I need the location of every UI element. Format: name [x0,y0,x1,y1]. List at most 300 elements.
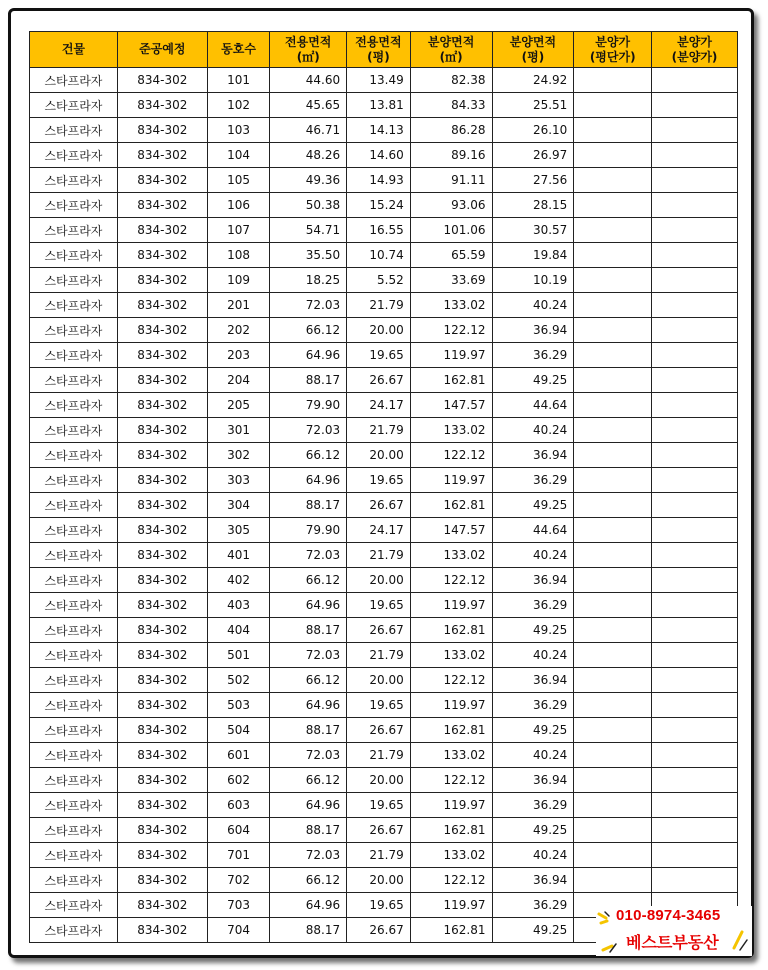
table-row [30,393,738,418]
table-cell [574,368,652,393]
table-cell [574,693,652,718]
sparkle-right-icon [730,928,750,952]
table-cell: 88.17 [270,618,347,643]
table-cell: 스타프라자 [30,568,118,593]
table-row [30,843,738,868]
table-cell: 24.17 [347,393,411,418]
table-cell: 66.12 [270,568,347,593]
table-cell: 36.29 [492,343,574,368]
column-header-text: (평단가) [589,49,636,64]
table-cell: 93.06 [410,193,492,218]
table-cell: 504 [207,718,270,743]
table-cell: 40.24 [492,418,574,443]
table-cell: 834-302 [117,743,207,768]
table-cell: 122.12 [410,443,492,468]
table-cell: 27.56 [492,168,574,193]
table-cell: 26.67 [347,818,411,843]
table-cell: 스타프라자 [30,543,118,568]
table-cell [574,718,652,743]
table-cell: 36.29 [492,593,574,618]
table-cell: 72.03 [270,643,347,668]
table-cell: 834-302 [117,393,207,418]
table-cell: 502 [207,668,270,693]
table-cell [652,93,738,118]
table-cell: 88.17 [270,818,347,843]
table-row [30,368,738,393]
column-header [492,32,574,68]
table-cell [574,293,652,318]
table-cell: 스타프라자 [30,743,118,768]
table-cell: 834-302 [117,243,207,268]
table-cell: 26.67 [347,618,411,643]
table-cell: 834-302 [117,318,207,343]
table-cell [652,468,738,493]
table-cell: 66.12 [270,443,347,468]
table-cell: 스타프라자 [30,243,118,268]
table-cell: 66.12 [270,318,347,343]
table-cell: 834-302 [117,518,207,543]
table-row [30,868,738,893]
table-cell: 26.67 [347,368,411,393]
table-cell: 119.97 [410,793,492,818]
table-cell: 834-302 [117,893,207,918]
table-cell: 834-302 [117,668,207,693]
table-cell: 601 [207,743,270,768]
table-cell: 108 [207,243,270,268]
contact-phone: 010-8974-3465 [616,907,721,924]
table-cell [652,768,738,793]
table-cell: 10.19 [492,268,574,293]
table-cell [652,868,738,893]
table-cell [574,768,652,793]
table-cell: 72.03 [270,843,347,868]
table-cell [652,843,738,868]
table-row [30,443,738,468]
table-cell: 20.00 [347,318,411,343]
table-cell: 162.81 [410,818,492,843]
table-cell: 36.29 [492,793,574,818]
table-cell: 79.90 [270,518,347,543]
table-cell: 40.24 [492,543,574,568]
table-row [30,318,738,343]
table-cell: 834-302 [117,843,207,868]
table-cell: 19.65 [347,893,411,918]
table-cell: 14.13 [347,118,411,143]
table-row [30,343,738,368]
column-header-text: 전용면적 [285,34,332,49]
table-cell: 스타프라자 [30,593,118,618]
table-cell [574,818,652,843]
table-cell: 72.03 [270,743,347,768]
table-row [30,93,738,118]
table-cell: 834-302 [117,268,207,293]
table-cell [652,418,738,443]
table-cell: 20.00 [347,443,411,468]
table-cell: 스타프라자 [30,93,118,118]
table-cell [652,168,738,193]
table-cell [574,868,652,893]
table-cell: 26.97 [492,143,574,168]
contact-badge [596,906,752,956]
table-cell: 49.25 [492,368,574,393]
table-header-row [30,32,738,68]
table-cell [652,118,738,143]
table-cell: 스타프라자 [30,818,118,843]
table-cell: 88.17 [270,368,347,393]
table-cell: 834-302 [117,468,207,493]
table-row [30,818,738,843]
table-cell: 88.17 [270,718,347,743]
table-cell: 19.84 [492,243,574,268]
table-cell: 28.15 [492,193,574,218]
table-cell: 스타프라자 [30,618,118,643]
table-cell: 스타프라자 [30,293,118,318]
table-cell: 스타프라자 [30,443,118,468]
table-cell [574,243,652,268]
table-cell [574,743,652,768]
table-cell: 18.25 [270,268,347,293]
table-cell: 305 [207,518,270,543]
table-row [30,668,738,693]
table-cell: 스타프라자 [30,493,118,518]
table-cell: 503 [207,693,270,718]
column-header-text: (평) [367,49,390,64]
table-cell: 834-302 [117,618,207,643]
table-cell: 105 [207,168,270,193]
table-cell: 834-302 [117,93,207,118]
table-cell: 19.65 [347,793,411,818]
table-cell: 10.74 [347,243,411,268]
table-row [30,468,738,493]
table-cell: 스타프라자 [30,143,118,168]
table-cell: 스타프라자 [30,343,118,368]
table-cell [652,368,738,393]
table-cell: 202 [207,318,270,343]
table-cell [652,268,738,293]
table-row [30,118,738,143]
table-cell: 122.12 [410,768,492,793]
column-header-text: 분양가 [595,34,631,49]
table-cell: 86.28 [410,118,492,143]
table-cell: 64.96 [270,693,347,718]
table-cell [574,593,652,618]
table-cell: 49.25 [492,618,574,643]
table-cell: 834-302 [117,568,207,593]
table-cell: 64.96 [270,343,347,368]
column-header-text: 건물 [61,42,86,56]
table-row [30,268,738,293]
table-cell: 133.02 [410,543,492,568]
table-cell [652,743,738,768]
table-cell: 119.97 [410,693,492,718]
table-row [30,68,738,93]
table-cell [652,668,738,693]
table-cell: 21.79 [347,643,411,668]
column-header [117,32,207,68]
table-cell: 79.90 [270,393,347,418]
table-cell: 36.94 [492,318,574,343]
table-cell: 21.79 [347,418,411,443]
table-cell: 스타프라자 [30,218,118,243]
table-row [30,643,738,668]
table-cell [574,668,652,693]
table-cell: 834-302 [117,168,207,193]
table-cell: 26.10 [492,118,574,143]
table-row [30,743,738,768]
table-cell [574,543,652,568]
table-cell: 133.02 [410,843,492,868]
table-cell [574,68,652,93]
table-cell: 스타프라자 [30,368,118,393]
table-cell: 19.65 [347,693,411,718]
listing-table [29,31,738,943]
table-cell [574,318,652,343]
table-cell: 834-302 [117,643,207,668]
table-cell: 44.64 [492,518,574,543]
table-cell: 834-302 [117,68,207,93]
table-cell [652,293,738,318]
table-cell [652,393,738,418]
table-cell: 301 [207,418,270,443]
table-cell: 36.94 [492,443,574,468]
table-cell [574,468,652,493]
table-cell [652,68,738,93]
table-cell: 834-302 [117,118,207,143]
table-cell: 834-302 [117,193,207,218]
table-cell: 48.26 [270,143,347,168]
column-header [652,32,738,68]
table-cell: 13.49 [347,68,411,93]
table-cell [574,618,652,643]
table-cell [652,318,738,343]
table-cell: 133.02 [410,293,492,318]
table-cell: 162.81 [410,493,492,518]
table-cell [574,568,652,593]
table-row [30,218,738,243]
table-cell: 834-302 [117,918,207,943]
table-cell: 65.59 [410,243,492,268]
table-cell: 46.71 [270,118,347,143]
table-cell: 402 [207,568,270,593]
table-cell: 40.24 [492,643,574,668]
table-cell: 19.65 [347,468,411,493]
table-cell: 304 [207,493,270,518]
table-cell [574,193,652,218]
table-cell [652,193,738,218]
table-cell: 603 [207,793,270,818]
table-cell: 834-302 [117,218,207,243]
table-row [30,418,738,443]
table-cell: 403 [207,593,270,618]
table-cell: 스타프라자 [30,268,118,293]
table-cell [574,268,652,293]
table-cell: 102 [207,93,270,118]
table-cell: 204 [207,368,270,393]
table-cell: 91.11 [410,168,492,193]
table-cell: 스타프라자 [30,68,118,93]
table-row [30,143,738,168]
table-cell: 162.81 [410,718,492,743]
table-cell: 501 [207,643,270,668]
table-row [30,518,738,543]
table-cell [574,793,652,818]
table-cell [652,818,738,843]
table-cell [652,143,738,168]
table-cell: 702 [207,868,270,893]
table-cell: 20.00 [347,868,411,893]
table-cell: 701 [207,843,270,868]
table-cell: 스타프라자 [30,843,118,868]
table-cell [652,643,738,668]
table-cell: 40.24 [492,293,574,318]
table-cell: 162.81 [410,618,492,643]
table-cell: 704 [207,918,270,943]
table-cell: 15.24 [347,193,411,218]
table-cell [652,693,738,718]
table-cell: 834-302 [117,343,207,368]
table-cell: 834-302 [117,143,207,168]
table-cell: 162.81 [410,918,492,943]
table-cell: 14.60 [347,143,411,168]
table-cell [574,143,652,168]
table-cell [652,568,738,593]
table-cell: 26.67 [347,493,411,518]
table-cell [652,593,738,618]
table-cell: 201 [207,293,270,318]
table-cell: 스타프라자 [30,918,118,943]
table-cell: 스타프라자 [30,418,118,443]
table-cell: 36.29 [492,693,574,718]
table-cell: 834-302 [117,793,207,818]
table-cell: 122.12 [410,568,492,593]
column-header [410,32,492,68]
table-cell: 16.55 [347,218,411,243]
table-cell: 89.16 [410,143,492,168]
table-cell: 834-302 [117,293,207,318]
table-cell: 스타프라자 [30,868,118,893]
table-cell: 64.96 [270,468,347,493]
table-cell [652,793,738,818]
table-cell: 36.94 [492,568,574,593]
table-cell: 302 [207,443,270,468]
table-cell: 50.38 [270,193,347,218]
table-cell: 133.02 [410,743,492,768]
table-cell: 49.25 [492,818,574,843]
table-row [30,693,738,718]
table-cell [574,93,652,118]
table-cell: 122.12 [410,318,492,343]
table-row [30,568,738,593]
table-cell: 834-302 [117,768,207,793]
table-row [30,243,738,268]
table-cell: 26.67 [347,718,411,743]
table-cell [574,493,652,518]
table-cell: 133.02 [410,643,492,668]
table-cell: 147.57 [410,393,492,418]
table-cell: 107 [207,218,270,243]
column-header-text: 동호수 [221,42,256,56]
table-cell: 26.67 [347,918,411,943]
table-cell: 88.17 [270,493,347,518]
table-cell [652,718,738,743]
table-cell [574,168,652,193]
table-cell [652,243,738,268]
table-cell: 스타프라자 [30,693,118,718]
table-cell: 834-302 [117,418,207,443]
table-row [30,543,738,568]
sparkle-bottom-left-icon [600,932,626,954]
table-cell: 122.12 [410,668,492,693]
table-cell: 101.06 [410,218,492,243]
table-cell: 36.29 [492,468,574,493]
table-cell: 14.93 [347,168,411,193]
table-cell: 303 [207,468,270,493]
table-cell: 40.24 [492,843,574,868]
table-cell: 21.79 [347,843,411,868]
table-row [30,718,738,743]
table-cell [652,618,738,643]
table-row [30,768,738,793]
table-cell: 49.36 [270,168,347,193]
table-cell: 스타프라자 [30,518,118,543]
table-cell: 119.97 [410,593,492,618]
table-cell: 205 [207,393,270,418]
table-cell: 20.00 [347,768,411,793]
table-cell: 스타프라자 [30,893,118,918]
table-cell: 21.79 [347,543,411,568]
table-cell: 스타프라자 [30,793,118,818]
table-cell: 30.57 [492,218,574,243]
table-cell: 133.02 [410,418,492,443]
table-cell: 104 [207,143,270,168]
table-cell: 834-302 [117,693,207,718]
table-cell: 834-302 [117,493,207,518]
column-header-text: 준공예정 [139,42,186,56]
table-row [30,293,738,318]
column-header-text: 분양가 [677,34,712,49]
column-header-text: 전용면적 [355,34,402,49]
table-cell: 스타프라자 [30,468,118,493]
table-cell: 19.65 [347,593,411,618]
column-header [574,32,652,68]
table-cell: 64.96 [270,793,347,818]
table-cell: 35.50 [270,243,347,268]
table-cell: 72.03 [270,543,347,568]
column-header-text: (평) [521,49,545,64]
table-cell: 834-302 [117,718,207,743]
table-row [30,793,738,818]
table-cell [652,493,738,518]
table-cell: 834-302 [117,818,207,843]
table-cell: 82.38 [410,68,492,93]
table-cell: 119.97 [410,468,492,493]
table-row [30,193,738,218]
table-cell [652,443,738,468]
table-cell: 스타프라자 [30,768,118,793]
table-cell: 834-302 [117,543,207,568]
column-header [30,32,118,68]
table-cell: 64.96 [270,893,347,918]
table-cell: 24.92 [492,68,574,93]
table-cell: 49.25 [492,718,574,743]
table-cell: 834-302 [117,443,207,468]
table-cell: 834-302 [117,868,207,893]
table-cell: 834-302 [117,593,207,618]
table-cell: 49.25 [492,493,574,518]
table-cell: 스타프라자 [30,118,118,143]
table-cell: 103 [207,118,270,143]
table-cell: 64.96 [270,593,347,618]
